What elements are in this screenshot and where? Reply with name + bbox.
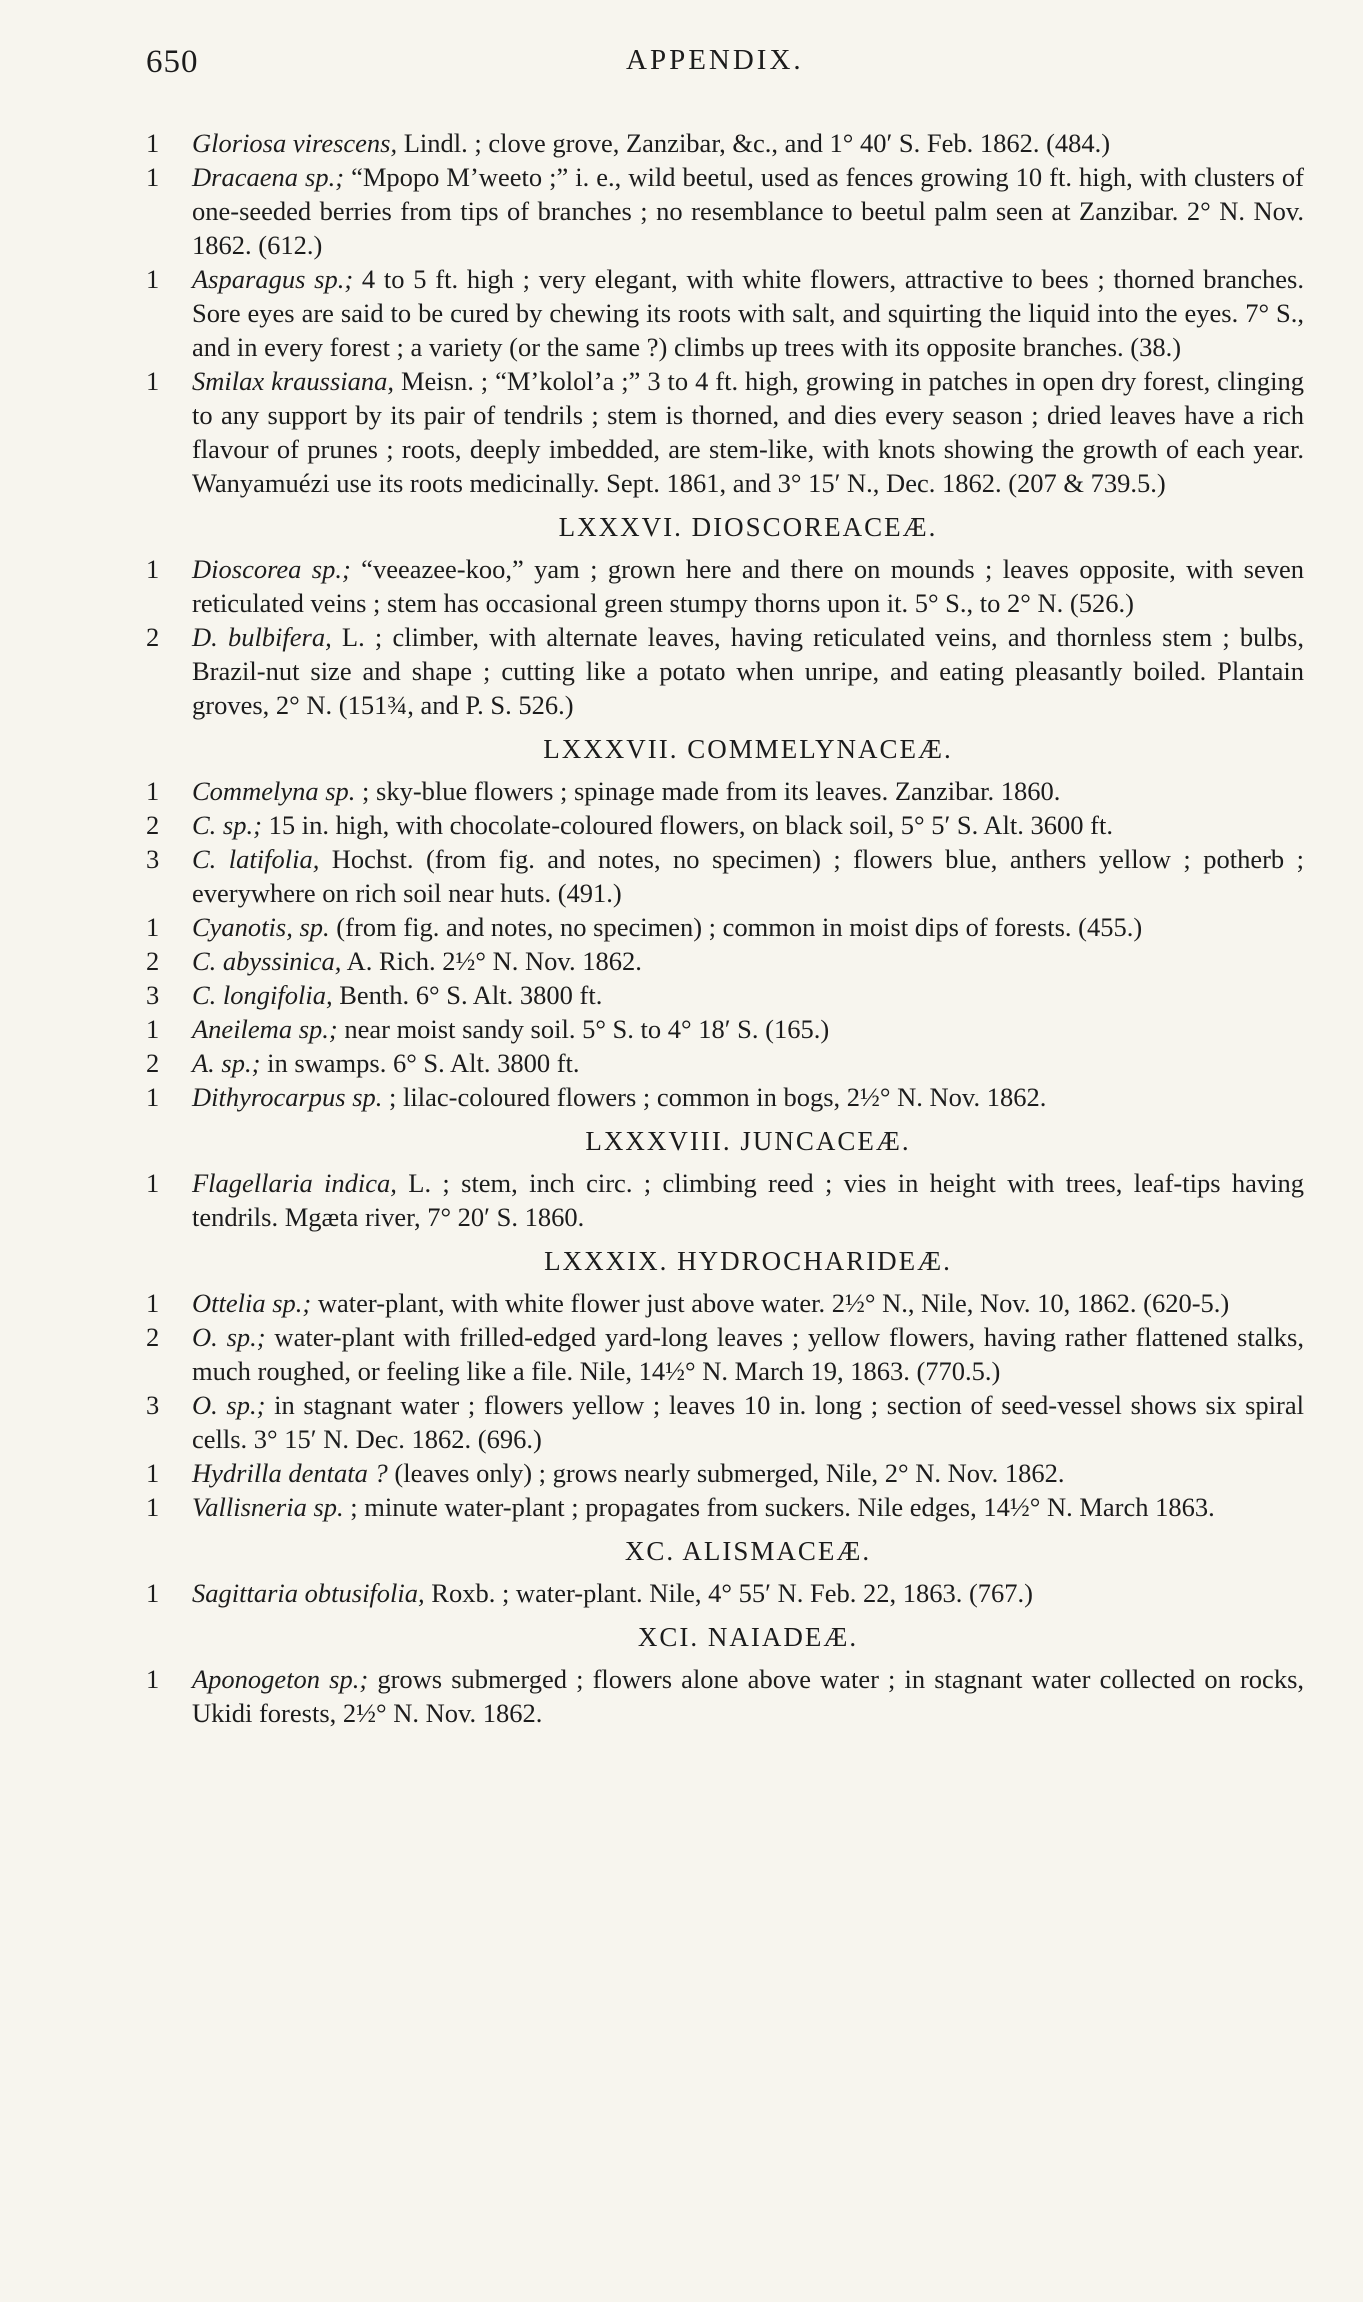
entry-text bbox=[192, 1166, 1304, 1234]
species-description: Roxb. ; water-plant. Nile, 4° 55′ N. Feb. 22, 1863. (767.) bbox=[424, 1578, 1033, 1608]
species-description: near moist sandy soil. 5° S. to 4° 18′ S. (165.) bbox=[337, 1014, 830, 1044]
species-entry bbox=[146, 1166, 1304, 1234]
species-entry bbox=[146, 910, 1304, 944]
species-name: Ottelia sp.; bbox=[192, 1288, 312, 1318]
species-name: C. longifolia, bbox=[192, 980, 333, 1010]
entry-text bbox=[192, 1576, 1304, 1610]
entry-text bbox=[192, 978, 1304, 1012]
species-entry bbox=[146, 620, 1304, 722]
entry-number: 1 bbox=[146, 162, 160, 192]
species-description: water-plant with frilled-edged yard-long leaves ; yellow flowers, having rather flattened stalks, much roughed, or feeling like a file. Nile, 14½° N. March 19, 1863. (770.5.) bbox=[192, 1322, 1304, 1386]
species-name: O. sp.; bbox=[192, 1322, 266, 1352]
species-name: O. sp.; bbox=[192, 1390, 266, 1420]
species-description: water-plant, with white flower just above water. 2½° N., Nile, Nov. 10, 1862. (620-5.) bbox=[311, 1288, 1230, 1318]
species-name: Gloriosa virescens, bbox=[192, 128, 398, 158]
species-description: (from fig. and notes, no specimen) ; common in moist dips of forests. (455.) bbox=[329, 912, 1143, 942]
entry-number: 1 bbox=[146, 1014, 160, 1044]
page-number: 650 bbox=[146, 44, 199, 80]
species-description: L. ; stem, inch circ. ; climbing reed ; vies in height with trees, leaf-tips having tendrils. Mgæta river, 7° 20′ S. 1860. bbox=[192, 1168, 1304, 1232]
species-name: C. abyssinica, bbox=[192, 946, 342, 976]
entry-text bbox=[192, 552, 1304, 620]
family-heading: XC. ALISMACEÆ. bbox=[624, 1536, 872, 1566]
species-name: Flagellaria indica, bbox=[192, 1168, 397, 1198]
species-entry bbox=[146, 1456, 1304, 1490]
species-description: (leaves only) ; grows nearly submerged, Nile, 2° N. Nov. 1862. bbox=[387, 1458, 1065, 1488]
species-name: D. bulbifera, bbox=[192, 622, 332, 652]
species-description: in swamps. 6° S. Alt. 3800 ft. bbox=[260, 1048, 580, 1078]
entry-text bbox=[192, 160, 1304, 262]
entry-number: 1 bbox=[146, 1288, 160, 1318]
species-name: Aponogeton sp.; bbox=[192, 1664, 369, 1694]
entry-number: 1 bbox=[146, 912, 160, 942]
species-description: grows submerged ; flowers alone above water ; in stagnant water collected on rocks, Ukidi forests, 2½° N. Nov. 1862. bbox=[192, 1664, 1305, 1728]
species-entry bbox=[146, 1046, 1304, 1080]
family-heading: LXXXVII. COMMELYNACEÆ. bbox=[543, 734, 953, 764]
species-name: Dioscorea sp.; bbox=[192, 554, 351, 584]
entry-number: 1 bbox=[146, 264, 160, 294]
species-entry bbox=[146, 1286, 1304, 1320]
page-body bbox=[146, 126, 1304, 1730]
species-entry bbox=[146, 552, 1304, 620]
entry-text bbox=[192, 944, 1304, 978]
species-name: Vallisneria sp. bbox=[192, 1492, 344, 1522]
entry-number: 1 bbox=[146, 1168, 160, 1198]
species-entry bbox=[146, 978, 1304, 1012]
species-entry bbox=[146, 808, 1304, 842]
family-heading: XCI. NAIADEÆ. bbox=[637, 1622, 859, 1652]
species-entry bbox=[146, 262, 1304, 364]
entry-number: 1 bbox=[146, 1664, 160, 1694]
species-name: A. sp.; bbox=[192, 1048, 261, 1078]
entry-text bbox=[192, 1456, 1304, 1490]
species-description: Meisn. ; “M’kolol’a ;” 3 to 4 ft. high, growing in patches in open dry forest, clinging to any support by its pair of tendrils ; stem is thorned, and dies every season ; dried leaves have a rich flavour of prunes ; roots, deeply imbedded, are stem-like, with knots showing the growth of each year. Wanyamuézi use its roots medicinally. Sept. 1861, and 3° 15′ N., Dec. 1862. (207 & 739.5.) bbox=[192, 366, 1304, 498]
species-name: Cyanotis, sp. bbox=[192, 912, 330, 942]
species-description: A. Rich. 2½° N. Nov. 1862. bbox=[341, 946, 642, 976]
species-name: Aneilema sp.; bbox=[192, 1014, 338, 1044]
entry-number: 1 bbox=[146, 1458, 160, 1488]
species-description: ; sky-blue flowers ; spinage made from its leaves. Zanzibar. 1860. bbox=[355, 776, 1061, 806]
species-name: C. sp.; bbox=[192, 810, 262, 840]
entry-number: 2 bbox=[146, 1322, 160, 1352]
entry-text bbox=[192, 620, 1304, 722]
entry-text bbox=[192, 1046, 1304, 1080]
species-entry bbox=[146, 1320, 1304, 1388]
family-heading: LXXXIX. HYDROCHARIDEÆ. bbox=[544, 1246, 952, 1276]
entry-number: 3 bbox=[146, 980, 160, 1010]
species-entry bbox=[146, 1080, 1304, 1114]
entry-number: 1 bbox=[146, 776, 160, 806]
entry-text bbox=[192, 1286, 1304, 1320]
entry-text bbox=[192, 910, 1304, 944]
entry-number: 3 bbox=[146, 844, 160, 874]
entry-number: 3 bbox=[146, 1390, 160, 1420]
entry-text bbox=[192, 1388, 1304, 1456]
entry-text bbox=[192, 842, 1304, 910]
species-description: ; lilac-coloured flowers ; common in bogs, 2½° N. Nov. 1862. bbox=[382, 1082, 1047, 1112]
species-entry bbox=[146, 1388, 1304, 1456]
species-entry bbox=[146, 1576, 1304, 1610]
entry-number: 1 bbox=[146, 1578, 160, 1608]
species-description: “veeazee-koo,” yam ; grown here and there on mounds ; leaves opposite, with seven reticulated veins ; stem has occasional green stumpy thorns upon it. 5° S., to 2° N. (526.) bbox=[192, 554, 1304, 618]
species-description: Lindl. ; clove grove, Zanzibar, &c., and 1° 40′ S. Feb. 1862. (484.) bbox=[397, 128, 1111, 158]
entry-number: 1 bbox=[146, 554, 160, 584]
species-name: Hydrilla dentata ? bbox=[192, 1458, 388, 1488]
entry-text bbox=[192, 808, 1304, 842]
species-name: Asparagus sp.; bbox=[192, 264, 354, 294]
species-entry bbox=[146, 944, 1304, 978]
entry-number: 2 bbox=[146, 622, 160, 652]
species-description: 15 in. high, with chocolate-coloured flowers, on black soil, 5° 5′ S. Alt. 3600 ft. bbox=[261, 810, 1113, 840]
species-entry bbox=[146, 160, 1304, 262]
species-name: Commelyna sp. bbox=[192, 776, 356, 806]
species-description: 4 to 5 ft. high ; very elegant, with white flowers, attractive to bees ; thorned branches. Sore eyes are said to be cured by chewing its roots with salt, and squirting the liquid into the eyes. 7° S., and in every forest ; a variety (or the same ?) climbs up trees with its opposite branches. (38.) bbox=[192, 264, 1304, 362]
species-name: Smilax kraussiana, bbox=[192, 366, 395, 396]
species-description: Hochst. (from fig. and notes, no specimen) ; flowers blue, anthers yellow ; potherb ; everywhere on rich soil near huts. (491.) bbox=[192, 844, 1305, 908]
species-name: C. latifolia, bbox=[192, 844, 320, 874]
entry-number: 1 bbox=[146, 366, 160, 396]
species-description: Benth. 6° S. Alt. 3800 ft. bbox=[332, 980, 603, 1010]
species-entry bbox=[146, 1012, 1304, 1046]
entry-number: 2 bbox=[146, 946, 160, 976]
entry-text bbox=[192, 364, 1304, 500]
entry-text bbox=[192, 1080, 1304, 1114]
species-description: in stagnant water ; flowers yellow ; leaves 10 in. long ; section of seed-vessel shows six spiral cells. 3° 15′ N. Dec. 1862. (696.) bbox=[192, 1390, 1304, 1454]
entry-number: 2 bbox=[146, 1048, 160, 1078]
entry-number: 1 bbox=[146, 1492, 160, 1522]
entry-text bbox=[192, 126, 1304, 160]
species-entry bbox=[146, 364, 1304, 500]
species-entry bbox=[146, 126, 1304, 160]
species-name: Dracaena sp.; bbox=[192, 162, 345, 192]
entry-text bbox=[192, 774, 1304, 808]
entry-text bbox=[192, 1012, 1304, 1046]
species-description: ; minute water-plant ; propagates from suckers. Nile edges, 14½° N. March 1863. bbox=[343, 1492, 1215, 1522]
species-name: Dithyrocarpus sp. bbox=[192, 1082, 383, 1112]
family-heading: LXXXVIII. JUNCACEÆ. bbox=[585, 1126, 911, 1156]
species-name: Sagittaria obtusifolia, bbox=[192, 1578, 425, 1608]
species-entry bbox=[146, 1490, 1304, 1524]
entry-text bbox=[192, 1662, 1304, 1730]
species-description: “Mpopo M’weeto ;” i. e., wild beetul, used as fences growing 10 ft. high, with clusters of one-seeded berries from tips of branches ; no resemblance to beetul palm seen at Zanzibar. 2° N. Nov. 1862. (612.) bbox=[192, 162, 1304, 260]
entry-number: 1 bbox=[146, 1082, 160, 1112]
entry-text bbox=[192, 262, 1304, 364]
entry-number: 1 bbox=[146, 128, 160, 158]
entry-text bbox=[192, 1320, 1304, 1388]
family-heading: LXXXVI. DIOSCOREACEÆ. bbox=[558, 512, 938, 542]
page-header bbox=[146, 44, 1296, 84]
entry-number: 2 bbox=[146, 810, 160, 840]
species-entry bbox=[146, 1662, 1304, 1730]
running-head: APPENDIX. bbox=[626, 44, 804, 76]
species-entry bbox=[146, 774, 1304, 808]
entry-text bbox=[192, 1490, 1304, 1524]
species-description: L. ; climber, with alternate leaves, having reticulated veins, and thornless stem ; bulbs, Brazil-nut size and shape ; cutting like a potato when unripe, and eating pleasantly boiled. Plantain groves, 2° N. (151¾, and P. S. 526.) bbox=[192, 622, 1304, 720]
species-entry bbox=[146, 842, 1304, 910]
